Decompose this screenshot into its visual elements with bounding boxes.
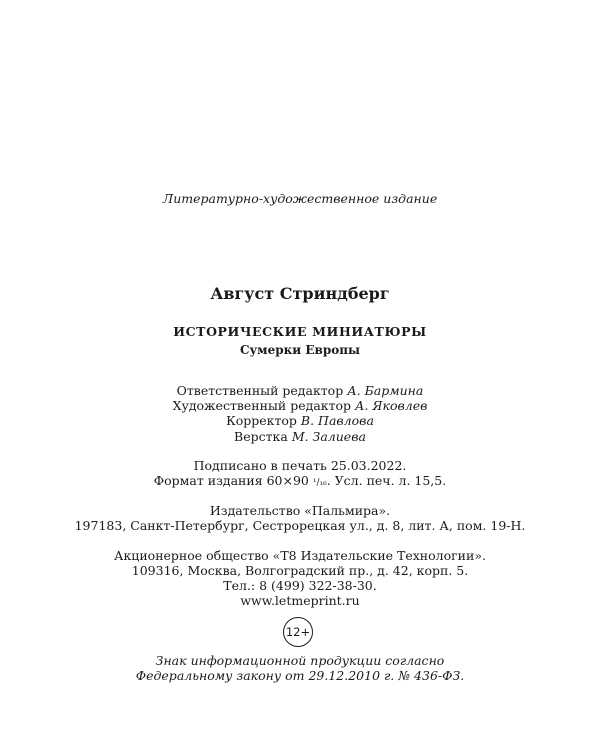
credit-role: Художественный редактор [172,398,352,413]
credit-person: А. Бармина [347,383,424,398]
law-notice-line: Федеральному закону от 29.12.2010 г. № 436-ФЗ. [135,668,465,683]
credit-person: М. Залиева [291,429,366,444]
printer-name: Акционерное общество «Т8 Издательские Технологии». [114,548,486,563]
credit-role: Ответственный редактор [176,383,344,398]
print-format [0,473,600,488]
credit-line [0,398,600,413]
credit-line [0,429,600,444]
author-name: Август Стриндберг [210,284,390,303]
credit-line [0,383,600,398]
printed-sheets: . Усл. печ. л. 15,5. [326,473,447,488]
publisher-name: Издательство «Пальмира». [209,503,391,518]
book-title: ИСТОРИЧЕСКИЕ МИНИАТЮРЫ [173,324,427,339]
format-label: Формат издания 60×90 [153,473,309,488]
printer-website: www.letmeprint.ru [240,593,360,608]
printer-phone: Тел.: 8 (499) 322-38-30. [223,578,377,593]
age-rating-badge: 12+ [283,617,313,647]
law-notice-line: Знак информационной продукции согласно [155,653,445,668]
printer-address: 109316, Москва, Волгоградский пр., д. 42, корп. 5. [131,563,469,578]
credit-person: А. Яковлев [355,398,428,413]
credit-role: Корректор [226,413,297,428]
edition-type: Литературно-художественное издание [162,191,438,206]
print-signed-date: Подписано в печать 25.03.2022. [193,458,407,473]
publisher-address: 197183, Санкт-Петербург, Сестрорецкая ул., д. 8, лит. А, пом. 19-Н. [74,518,526,533]
credit-person: В. Павлова [300,413,374,428]
format-fraction: ¹/₁₆ [312,478,327,488]
credit-line [0,413,600,428]
credit-role: Верстка [234,429,288,444]
book-subtitle: Сумерки Европы [239,343,361,357]
